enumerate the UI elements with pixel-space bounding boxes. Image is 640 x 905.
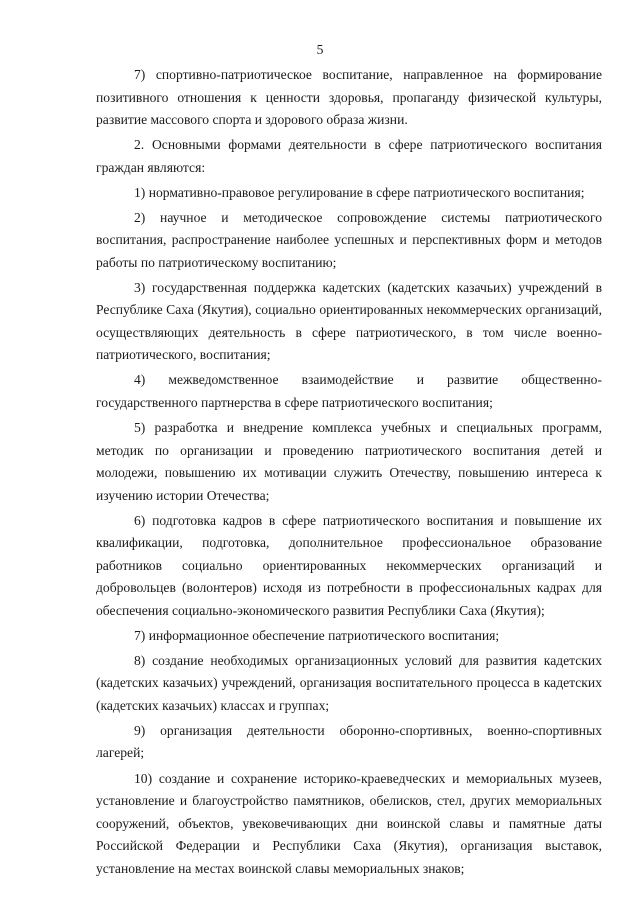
paragraph-forms-heading: 2. Основными формами деятельности в сфере патриотического воспитания граждан являются: bbox=[96, 137, 602, 175]
document-body bbox=[96, 64, 602, 883]
paragraph-item-3: 3) государственная поддержка кадетских (кадетских казачьих) учреждений в Республике Саха (Якутия), социально ориентированных некоммерческих организаций, осуществляющих деятельность в сфере патриотического, в том числе военно-патриотического, воспитания; bbox=[96, 279, 602, 363]
paragraph-item-5: 5) разработка и внедрение комплекса учебных и специальных программ, методик по организации и проведению патриотического воспитания детей и молодежи, повышению их мотивации служить Отечеству, повышению интереса к изучению истории Отечества; bbox=[96, 420, 602, 503]
paragraph-item-1: 1) нормативно-правовое регулирование в сфере патриотического воспитания; bbox=[134, 184, 585, 200]
paragraph-item-9: 9) организация деятельности оборонно-спортивных, военно-спортивных лагерей; bbox=[96, 722, 602, 761]
paragraph-item-7: 7) информационное обеспечение патриотического воспитания; bbox=[134, 627, 500, 643]
page-number: 5 bbox=[316, 42, 324, 57]
paragraph-item-2: 2) научное и методическое сопровождение системы патриотического воспитания, распространение наиболее успешных и перспективных форм и методов работы по патриотическому воспитанию; bbox=[96, 209, 602, 270]
paragraph-item-10: 10) создание и сохранение историко-краеведческих и мемориальных музеев, установление и благоустройство памятников, обелисков, стел, других мемориальных сооружений, объектов, увековечивающих дни воинской славы и памятные даты Российской Федерации и Республики Саха (Якутия), организация выставок, установление на местах воинской славы мемориальных знаков; bbox=[96, 770, 602, 876]
paragraph-item-4: 4) межведомственное взаимодействие и развитие общественно-государственного партнерства в сфере патриотического воспитания; bbox=[96, 372, 602, 410]
paragraph-item-6: 6) подготовка кадров в сфере патриотического воспитания и повышение их квалификации, подготовка, дополнительное профессиональное образование работников социально ориентированных некоммерческих организаций и добровольцев (волонтеров) исходя из потребности в профессиональных кадрах для обеспечения социально-экономического развития Республики Саха (Якутия); bbox=[96, 512, 602, 618]
paragraph-item-8: 8) создание необходимых организационных условий для развития кадетских (кадетских казачьих) учреждений, организация воспитательного процесса в кадетских (кадетских казачьих) классах и группах; bbox=[96, 652, 602, 713]
paragraph-item-7-sport: 7) спортивно-патриотическое воспитание, направленное на формирование позитивного отношения к ценности здоровья, пропаганду физической культуры, развитие массового спорта и здорового образа жизни. bbox=[96, 67, 602, 127]
